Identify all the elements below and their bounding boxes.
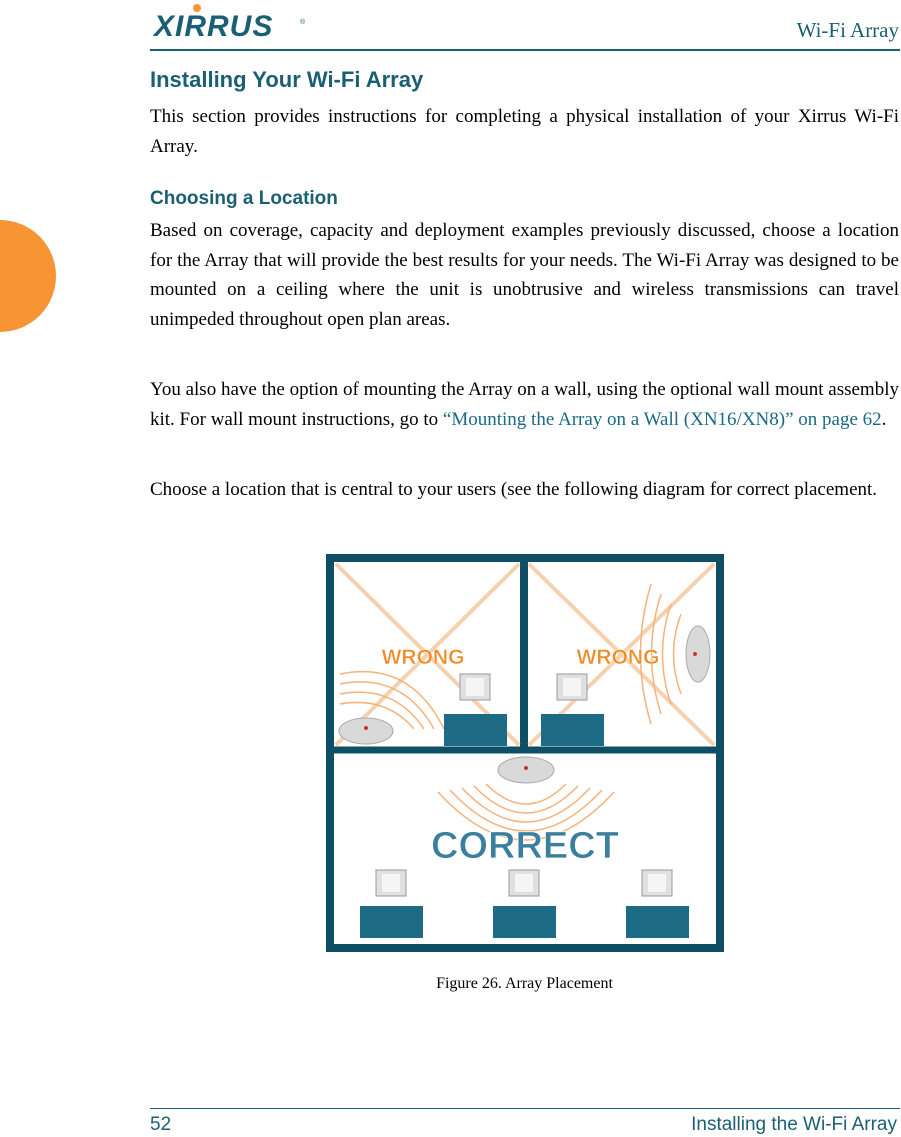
section-intro: This section provides instructions for completing a physical installation of your Xirrus Wi-Fi Array. bbox=[150, 106, 899, 157]
cross-reference-link[interactable]: “Mounting the Array on a Wall (XN16/XN8)” on page 62 bbox=[442, 408, 882, 430]
svg-text:XIRRUS: XIRRUS bbox=[154, 10, 274, 42]
svg-text:®: ® bbox=[300, 19, 306, 26]
subsection-title: Choosing a Location bbox=[150, 188, 338, 209]
array-placement-diagram bbox=[326, 554, 724, 952]
header-rule bbox=[150, 49, 900, 51]
footer-chapter-title: Installing the Wi-Fi Array bbox=[691, 1114, 897, 1135]
paragraph-location: Based on coverage, capacity and deployment examples previously discussed, choose a location for the Array that will provide the best results for your needs. The Wi-Fi Array was designed to be mounted on a ceiling where the unit is unobtrusive and wireless transmissions can travel unimpeded throughout open plan areas. bbox=[150, 220, 899, 330]
array-unit-left bbox=[339, 718, 393, 744]
figure-caption: Figure 26. Array Placement bbox=[436, 975, 613, 992]
running-header-title: Wi-Fi Array bbox=[796, 18, 899, 42]
section-title: Installing Your Wi-Fi Array bbox=[150, 67, 424, 92]
wrong-label-right: WRONG bbox=[576, 646, 660, 669]
correct-label: CORRECT bbox=[431, 825, 619, 867]
array-unit-right bbox=[686, 626, 710, 682]
page-number: 52 bbox=[150, 1114, 172, 1135]
paragraph-wall-mount-text: You also have the option of mounting the Array on a wall, using the optional wall mount assembly kit. For wall mount instructions, go to bbox=[150, 379, 899, 430]
paragraph-wall-mount-end: . bbox=[881, 408, 887, 430]
paragraph-wall-mount bbox=[150, 375, 899, 434]
wrong-label-left: WRONG bbox=[381, 646, 465, 669]
paragraph-central-location: Choose a location that is central to your users (see the following diagram for correct placement. bbox=[150, 479, 878, 500]
xirrus-logo bbox=[150, 2, 310, 42]
chapter-tab-marker bbox=[0, 220, 56, 332]
footer-rule bbox=[150, 1108, 900, 1109]
